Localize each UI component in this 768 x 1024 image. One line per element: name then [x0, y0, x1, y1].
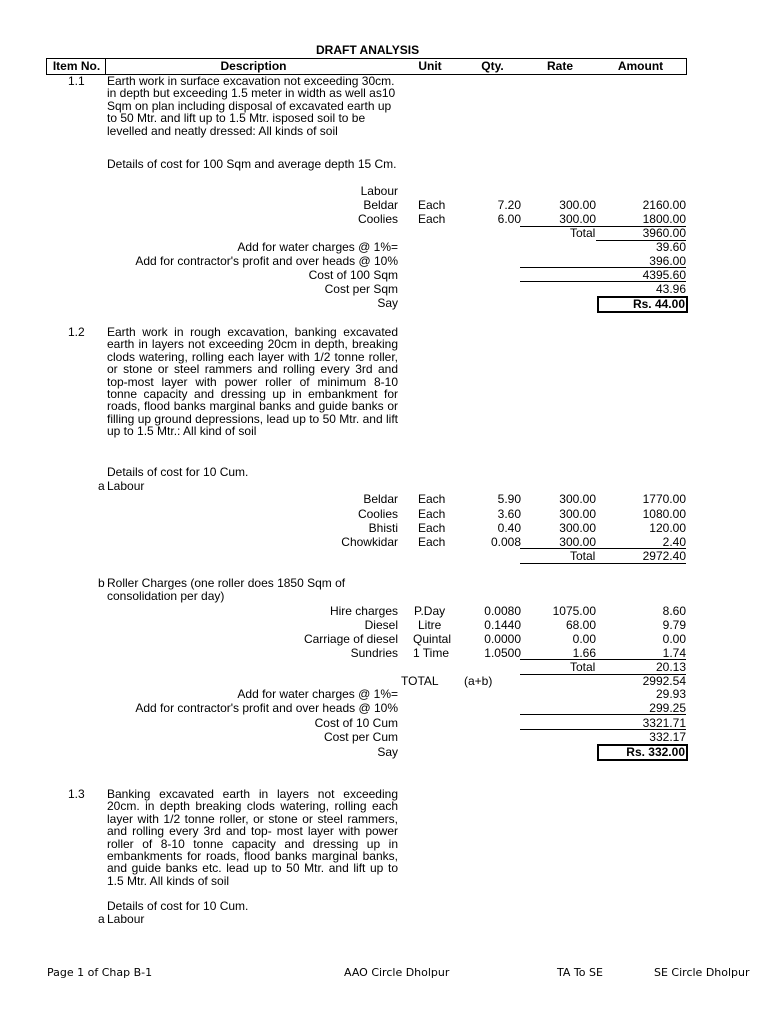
grand-total-label: TOTAL	[401, 674, 439, 688]
row-unit: Litre	[418, 618, 442, 632]
row-rate: 1.66	[572, 646, 596, 660]
roller-heading: Roller Charges (one roller does 1850 Sqm of	[107, 576, 346, 590]
total-amount: 3960.00	[642, 226, 686, 240]
details-heading: Details of cost for 10 Cum.	[107, 465, 249, 479]
row-desc: Coolies	[357, 212, 398, 226]
divider	[520, 714, 686, 715]
details-heading: Details of cost for 10 Cum.	[107, 899, 249, 913]
row-unit: 1 Time	[413, 646, 450, 660]
row-desc: Carriage of diesel	[303, 632, 398, 646]
row-amount: 1.74	[662, 646, 686, 660]
item-number: 1.2	[68, 325, 85, 339]
document-title: DRAFT ANALYSIS	[316, 43, 420, 57]
row-qty: 0.0080	[484, 604, 521, 618]
row-rate: 300.00	[559, 535, 596, 549]
cost-label: Cost of 10 Cum	[314, 716, 398, 730]
row-qty: 7.20	[497, 198, 521, 212]
total-label: Total	[570, 660, 596, 674]
cost-per-label: Cost per Sqm	[324, 282, 398, 296]
header-rate: Rate	[525, 58, 595, 75]
cost-amount: 4395.60	[642, 268, 686, 282]
row-amount: 1080.00	[642, 507, 686, 521]
profit-amount: 396.00	[649, 254, 686, 268]
row-amount: 9.79	[662, 618, 686, 632]
say-label: Say	[377, 296, 398, 310]
profit-label: Add for contractor's profit and over heads @ 10%	[135, 254, 398, 268]
row-qty: 0.0000	[484, 632, 521, 646]
row-rate: 0.00	[572, 632, 596, 646]
row-amount: 120.00	[649, 521, 686, 535]
header-amount: Amount	[595, 58, 687, 75]
row-rate: 68.00	[565, 618, 596, 632]
cost-label: Cost of 100 Sqm	[308, 268, 398, 282]
row-desc: Diesel	[364, 618, 398, 632]
cost-per-label: Cost per Cum	[323, 730, 398, 744]
row-qty: 0.40	[497, 521, 521, 535]
total-label: Total	[570, 226, 596, 240]
labour-heading: Labour	[107, 479, 145, 493]
row-qty: 0.1440	[484, 618, 521, 632]
total-label: Total	[570, 549, 596, 563]
row-desc: Coolies	[357, 507, 398, 521]
item-number: 1.1	[68, 74, 85, 88]
row-unit: Each	[418, 492, 446, 506]
row-amount: 0.00	[662, 632, 686, 646]
labour-heading: Labour	[360, 184, 398, 198]
section-marker-a: a	[98, 479, 105, 493]
item-description: Earth work in rough excavation, banking excavated earth in layers not exceeding 20cm in depth, breaking clods watering, rolling each layer with 1/2 tonne roller, or stone or steel rammers and rolling every 3rd and top-most layer with power roller of minimum 8-10 tonne capacity and dressing up in embankment for roads, flood banks marginal banks and guide banks or filling up ground depressions, lead up to 50 Mtr. and lift up to 1.5 Mtr.: All kind of soil	[107, 325, 398, 439]
row-rate: 300.00	[559, 212, 596, 226]
profit-amount: 299.25	[649, 701, 686, 715]
say-amount: Rs. 332.00	[597, 744, 688, 761]
row-amount: 2.40	[662, 535, 686, 549]
cost-amount: 3321.71	[642, 716, 686, 730]
water-charges-amount: 39.60	[655, 240, 686, 254]
total-amount: 20.13	[655, 660, 686, 674]
row-amount: 1770.00	[642, 492, 686, 506]
row-unit: Each	[418, 521, 446, 535]
cost-per-amount: 332.17	[649, 730, 686, 744]
water-charges-label: Add for water charges @ 1%=	[237, 240, 398, 254]
header-description: Description	[105, 58, 401, 75]
row-amount: 8.60	[662, 604, 686, 618]
divider	[520, 563, 686, 564]
row-rate: 300.00	[559, 198, 596, 212]
row-desc: Beldar	[363, 492, 398, 506]
total-amount: 2972.40	[642, 549, 686, 563]
labour-heading: Labour	[107, 912, 145, 926]
row-unit: Each	[418, 212, 446, 226]
water-charges-label: Add for water charges @ 1%=	[237, 687, 398, 701]
row-qty: 6.00	[497, 212, 521, 226]
say-label: Say	[377, 745, 398, 759]
footer-aao: AAO Circle Dholpur	[344, 966, 450, 979]
row-rate: 300.00	[559, 507, 596, 521]
cost-per-amount: 43.96	[655, 282, 686, 296]
row-desc: Bhisti	[368, 521, 398, 535]
footer-ta: TA To SE	[557, 966, 603, 979]
row-desc: Chowkidar	[341, 535, 398, 549]
profit-label: Add for contractor's profit and over heads @ 10%	[135, 701, 398, 715]
row-rate: 300.00	[559, 521, 596, 535]
row-qty: 3.60	[497, 507, 521, 521]
footer-page-number: Page 1 of Chap B-1	[47, 966, 153, 979]
row-rate: 1075.00	[552, 604, 596, 618]
row-qty: 5.90	[497, 492, 521, 506]
details-heading: Details of cost for 100 Sqm and average depth 15 Cm.	[107, 157, 397, 171]
say-amount: Rs. 44.00	[597, 296, 688, 313]
row-desc: Hire charges	[329, 604, 398, 618]
row-amount: 2160.00	[642, 198, 686, 212]
header-item-no: Item No.	[46, 58, 106, 75]
section-marker-a: a	[98, 912, 105, 926]
row-unit: Quintal	[413, 632, 452, 646]
item-description: Earth work in surface excavation not exceeding 30cm. in depth but exceeding 1.5 meter in width as well as10 Sqm on plan including disposal of excavated earth up to 50 Mtr. and lift up to 1.5 Mtr. isposed soil to be levelled and neatly dressed: All kinds of soil	[107, 74, 396, 138]
header-unit: Unit	[400, 58, 460, 75]
footer-se: SE Circle Dholpur	[654, 966, 750, 979]
grand-total-note: (a+b)	[464, 674, 493, 688]
item-number: 1.3	[68, 787, 85, 801]
item-description: Banking excavated earth in layers not exceeding 20cm. in depth breaking clods watering, rolling each layer with 1/2 tonne roller, or stone or steel rammers, and rolling every 3rd and top- most layer with power roller of 8-10 tonne capacity and dressing up in embankments for roads, flood banks marginal banks, and guide banks etc. lead up to 50 Mtr. and lift up to 1.5 Mtr. All kinds of soil	[107, 787, 398, 888]
grand-total-amount: 2992.54	[642, 674, 686, 688]
row-unit: Each	[418, 198, 446, 212]
row-rate: 300.00	[559, 492, 596, 506]
row-qty: 1.0500	[484, 646, 521, 660]
row-desc: Sundries	[350, 646, 398, 660]
row-amount: 1800.00	[642, 212, 686, 226]
row-desc: Beldar	[363, 198, 398, 212]
section-marker-b: b	[98, 576, 105, 590]
header-qty: Qty.	[460, 58, 525, 75]
row-qty: 0.008	[490, 535, 521, 549]
water-charges-amount: 29.93	[655, 687, 686, 701]
roller-heading-cont: consolidation per day)	[107, 589, 225, 603]
row-unit: Each	[418, 507, 446, 521]
row-unit: Each	[418, 535, 446, 549]
row-unit: P.Day	[414, 604, 446, 618]
